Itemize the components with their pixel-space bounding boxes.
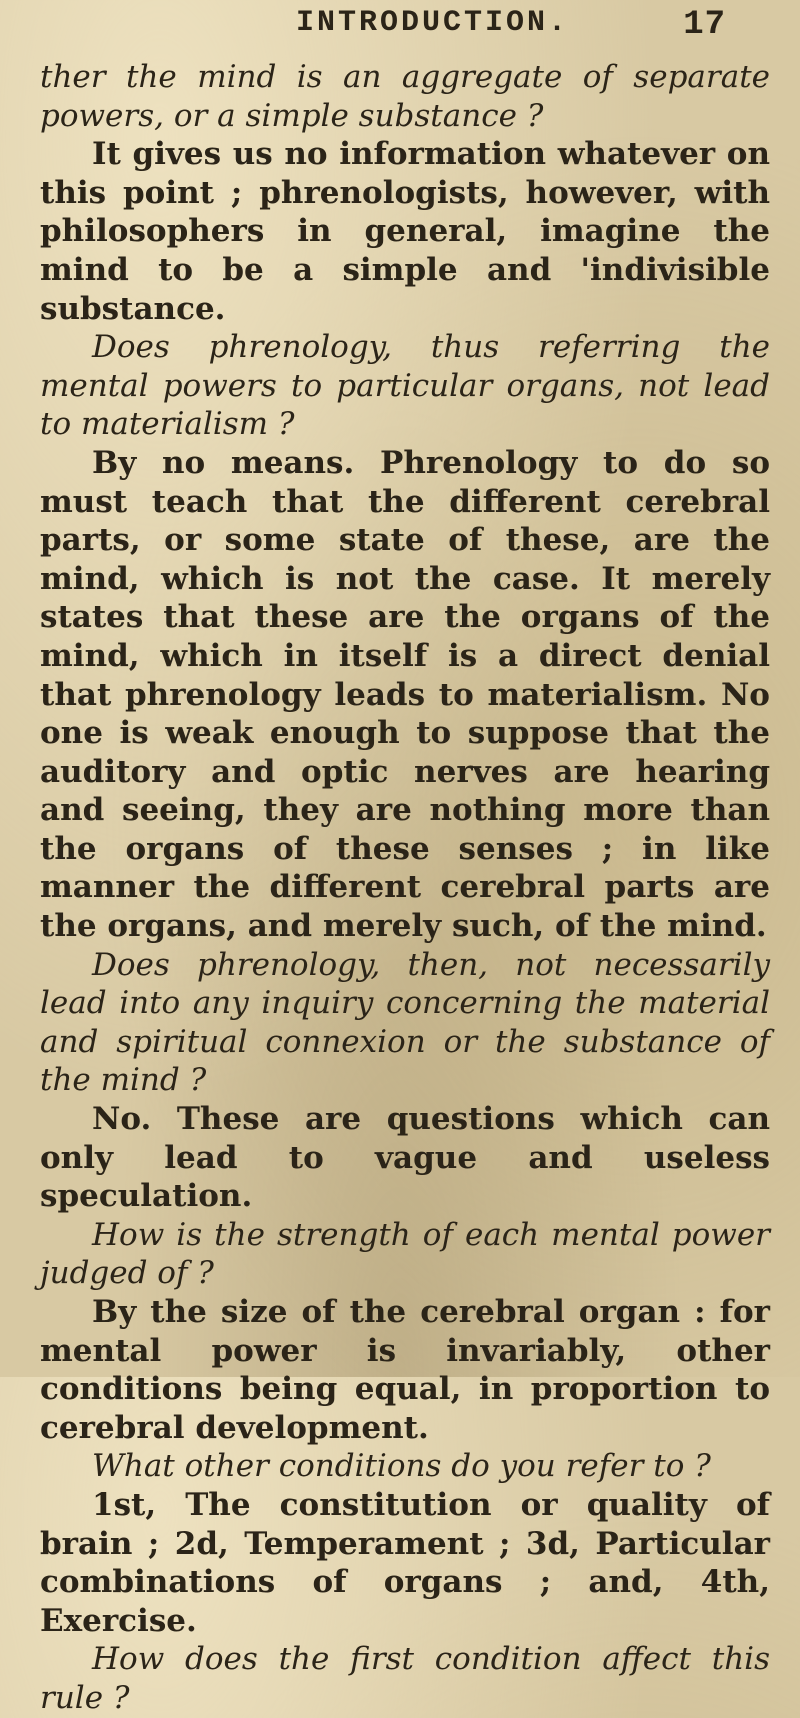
body-text <box>40 58 770 1718</box>
question-paragraph: Does phrenology, then, not necessarily lead into any inquiry concerning the material and spiritual connexion or the substance of the mind ? <box>40 946 770 1099</box>
answer-paragraph: No. These are questions which can only lead to vague and useless speculation. <box>40 1101 770 1215</box>
answer-paragraph: 1st, The constitution or quality of brain ; 2d, Temperament ; 3d, Particular combinations of organs ; and, 4th, Exercise. <box>40 1486 770 1639</box>
answer-paragraph: It gives us no information whatever on this point ; phrenologists, however, with philosophers in general, imagine the mind to be a simple and 'indivisible substance. <box>40 136 770 327</box>
question-paragraph: ther the mind is an aggregate of separate powers, or a simple substance ? <box>40 59 770 134</box>
running-head-title: INTRODUCTION. <box>296 6 570 40</box>
question-paragraph: What other conditions do you refer to ? <box>92 1448 711 1485</box>
running-head <box>40 0 770 58</box>
page-number: 17 <box>683 6 726 44</box>
answer-paragraph: By no means. Phrenology to do so must teach that the different cerebral parts, or some state of these, are the mind, which is not the case. It merely states that these are the organs of the mind, which in itself is a direct denial that phrenology leads to materialism. No one is weak enough to suppose that the auditory and optic nerves are hearing and seeing, they are nothing more than the organs of these senses ; in like manner the different cerebral parts are the organs, and merely such, of the mind. <box>40 444 770 945</box>
question-paragraph: How does the first condition affect this rule ? <box>40 1641 770 1716</box>
question-paragraph: Does phrenology, thus referring the mental powers to particular organs, not lead to materialism ? <box>40 329 770 443</box>
answer-paragraph: By the size of the cerebral organ : for mental power is invariably, other conditions being equal, in proportion to cerebral development. <box>40 1294 770 1446</box>
question-paragraph: How is the strength of each mental power judged of ? <box>40 1216 770 1292</box>
